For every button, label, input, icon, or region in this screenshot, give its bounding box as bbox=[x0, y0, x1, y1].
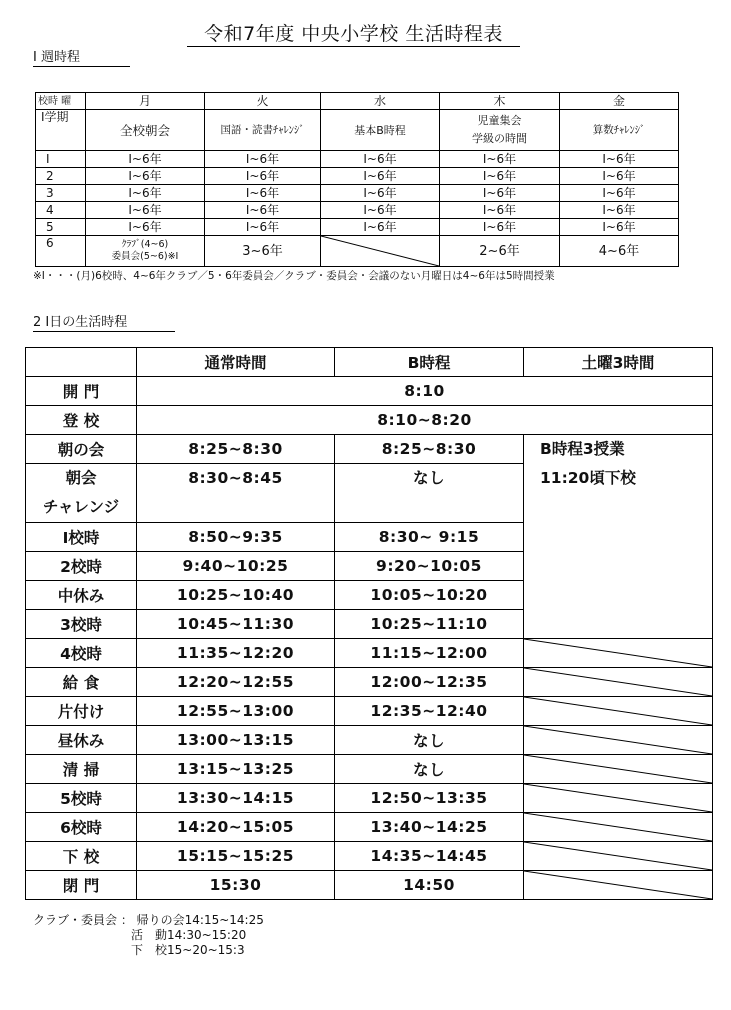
cell: Ⅰ~6年 bbox=[205, 219, 321, 236]
period-label: 6 bbox=[36, 236, 86, 267]
b-time: 12:50~13:35 bbox=[335, 784, 524, 813]
diagonal-line bbox=[524, 697, 712, 725]
saturday-note bbox=[524, 435, 713, 639]
term-activity-thu-line1: 児童集会 bbox=[477, 114, 522, 127]
header-normal: 通常時間 bbox=[137, 348, 335, 377]
b-time: 10:25~11:10 bbox=[335, 610, 524, 639]
cell: Ⅰ~6年 bbox=[560, 151, 679, 168]
saturday-note-line1: B時程3授業 bbox=[540, 440, 625, 458]
note-line2: 活 動14:30~15:20 bbox=[131, 928, 247, 942]
table-row bbox=[26, 784, 713, 813]
cell: Ⅰ~6年 bbox=[440, 151, 560, 168]
term-activity-wed: 基本B時程 bbox=[321, 110, 440, 151]
normal-time: 13:30~14:15 bbox=[137, 784, 335, 813]
normal-time: 10:25~10:40 bbox=[137, 581, 335, 610]
day-header-wed: 水 bbox=[321, 93, 440, 110]
day-header-thu: 木 bbox=[440, 93, 560, 110]
diagonal-line bbox=[524, 871, 712, 899]
diagonal-line bbox=[524, 639, 712, 667]
saturday-empty-cell bbox=[524, 813, 713, 842]
b-time: 8:30~ 9:15 bbox=[335, 523, 524, 552]
period-label: 2 bbox=[36, 168, 86, 185]
cell: Ⅰ~6年 bbox=[321, 185, 440, 202]
normal-time: 10:45~11:30 bbox=[137, 610, 335, 639]
term-activity-fri: 算数ﾁｬﾚﾝｼﾞ bbox=[560, 110, 679, 151]
b-time: 8:25~8:30 bbox=[335, 435, 524, 464]
row-label: Ⅰ校時 bbox=[26, 523, 137, 552]
row-label: 片付け bbox=[26, 697, 137, 726]
table-row bbox=[26, 813, 713, 842]
table-row bbox=[26, 697, 713, 726]
normal-time: 8:50~9:35 bbox=[137, 523, 335, 552]
header-empty bbox=[26, 348, 137, 377]
cell: Ⅰ~6年 bbox=[560, 219, 679, 236]
normal-time: 13:00~13:15 bbox=[137, 726, 335, 755]
cell: Ⅰ~6年 bbox=[321, 168, 440, 185]
cell: Ⅰ~6年 bbox=[560, 202, 679, 219]
cell-mon-period6 bbox=[86, 236, 205, 267]
b-time: 12:00~12:35 bbox=[335, 668, 524, 697]
saturday-empty-cell bbox=[524, 842, 713, 871]
row-label: 給 食 bbox=[26, 668, 137, 697]
table-row bbox=[26, 871, 713, 900]
cell: Ⅰ~6年 bbox=[440, 185, 560, 202]
diagonal-line bbox=[524, 755, 712, 783]
b-time: なし bbox=[335, 755, 524, 784]
section-heading-weekly: Ⅰ 週時程 bbox=[33, 49, 130, 67]
row-label: 昼休み bbox=[26, 726, 137, 755]
normal-time: 15:15~15:25 bbox=[137, 842, 335, 871]
normal-time: 15:30 bbox=[137, 871, 335, 900]
weekly-note: ※Ⅰ・・・(月)6校時、4~6年クラブ／5・6年委員会／クラブ・委員会・会議のない月曜日は4~6年は5時間授業 bbox=[33, 270, 555, 282]
table-row bbox=[26, 755, 713, 784]
cell: 4~6年 bbox=[560, 236, 679, 267]
table-row bbox=[26, 726, 713, 755]
saturday-empty-cell bbox=[524, 697, 713, 726]
cell: Ⅰ~6年 bbox=[86, 185, 205, 202]
saturday-empty-cell bbox=[524, 726, 713, 755]
table-row bbox=[26, 406, 713, 435]
cell: Ⅰ~6年 bbox=[86, 151, 205, 168]
day-header-mon: 月 bbox=[86, 93, 205, 110]
b-time: 12:35~12:40 bbox=[335, 697, 524, 726]
diagonal-line bbox=[524, 668, 712, 696]
row-value: 8:10 bbox=[137, 377, 713, 406]
cell: Ⅰ~6年 bbox=[86, 219, 205, 236]
table-row bbox=[36, 168, 679, 185]
row-label bbox=[26, 464, 137, 523]
note-line1: クラブ・委員会 ： 帰りの会14:15~14:25 bbox=[33, 913, 264, 927]
row-label: 下 校 bbox=[26, 842, 137, 871]
table-row bbox=[36, 202, 679, 219]
saturday-empty-cell bbox=[524, 871, 713, 900]
normal-time: 13:15~13:25 bbox=[137, 755, 335, 784]
row-label: 6校時 bbox=[26, 813, 137, 842]
period-label: 5 bbox=[36, 219, 86, 236]
table-row bbox=[26, 842, 713, 871]
row-label-line2: チャレンジ bbox=[42, 498, 120, 516]
b-time: 13:40~14:25 bbox=[335, 813, 524, 842]
term-activity-thu-line2: 学級の時間 bbox=[472, 132, 527, 145]
b-time: 11:15~12:00 bbox=[335, 639, 524, 668]
cell: Ⅰ~6年 bbox=[440, 202, 560, 219]
row-label-line1: 朝会 bbox=[65, 469, 97, 487]
day-header-tue: 火 bbox=[205, 93, 321, 110]
table-row bbox=[36, 219, 679, 236]
b-time: なし bbox=[335, 464, 524, 523]
row-label: 5校時 bbox=[26, 784, 137, 813]
row-label: 登 校 bbox=[26, 406, 137, 435]
row-label: 3校時 bbox=[26, 610, 137, 639]
empty-cell-diagonal bbox=[321, 236, 440, 267]
cell: Ⅰ~6年 bbox=[440, 219, 560, 236]
row-label: 清 掃 bbox=[26, 755, 137, 784]
normal-time: 12:20~12:55 bbox=[137, 668, 335, 697]
cell: Ⅰ~6年 bbox=[205, 185, 321, 202]
term-activity-tue: 国語・読書ﾁｬﾚﾝｼﾞ bbox=[205, 110, 321, 151]
row-value: 8:10~8:20 bbox=[137, 406, 713, 435]
note-line3: 下 校15~20~15:3 bbox=[131, 943, 245, 957]
table-header-row bbox=[26, 348, 713, 377]
cell: 3~6年 bbox=[205, 236, 321, 267]
table-row bbox=[26, 668, 713, 697]
cell: Ⅰ~6年 bbox=[440, 168, 560, 185]
row-label: 開 門 bbox=[26, 377, 137, 406]
page-title: 令和7年度 中央小学校 生活時程表 bbox=[187, 22, 520, 47]
diagonal-line bbox=[524, 813, 712, 841]
period-label: Ⅰ bbox=[36, 151, 86, 168]
table-row-period6 bbox=[36, 236, 679, 267]
b-time: 9:20~10:05 bbox=[335, 552, 524, 581]
cell: Ⅰ~6年 bbox=[560, 185, 679, 202]
table-row bbox=[36, 185, 679, 202]
normal-time: 8:30~8:45 bbox=[137, 464, 335, 523]
row-label: 閉 門 bbox=[26, 871, 137, 900]
normal-time: 12:55~13:00 bbox=[137, 697, 335, 726]
b-time: なし bbox=[335, 726, 524, 755]
saturday-empty-cell bbox=[524, 755, 713, 784]
cell: 2~6年 bbox=[440, 236, 560, 267]
normal-time: 11:35~12:20 bbox=[137, 639, 335, 668]
table-row bbox=[26, 639, 713, 668]
cell: Ⅰ~6年 bbox=[86, 202, 205, 219]
diagonal-line bbox=[321, 236, 439, 266]
saturday-empty-cell bbox=[524, 639, 713, 668]
header-b-schedule: B時程 bbox=[335, 348, 524, 377]
normal-time: 8:25~8:30 bbox=[137, 435, 335, 464]
table-row bbox=[26, 377, 713, 406]
row-label: 朝の会 bbox=[26, 435, 137, 464]
row-label: 4校時 bbox=[26, 639, 137, 668]
period-label: 3 bbox=[36, 185, 86, 202]
club-text: ｸﾗﾌﾞ(4~6) bbox=[121, 239, 169, 250]
row-label: 2校時 bbox=[26, 552, 137, 581]
cell: Ⅰ~6年 bbox=[205, 168, 321, 185]
header-saturday: 土曜3時間 bbox=[524, 348, 713, 377]
term-activity-mon: 全校朝会 bbox=[86, 110, 205, 151]
saturday-empty-cell bbox=[524, 668, 713, 697]
row-label: 中休み bbox=[26, 581, 137, 610]
committee-text: 委員会(5~6)※Ⅰ bbox=[111, 251, 179, 262]
table-row bbox=[26, 435, 713, 464]
term-label: Ⅰ学期 bbox=[36, 110, 86, 151]
period-label: 4 bbox=[36, 202, 86, 219]
cell: Ⅰ~6年 bbox=[321, 151, 440, 168]
day-header-fri: 金 bbox=[560, 93, 679, 110]
cell: Ⅰ~6年 bbox=[560, 168, 679, 185]
section-heading-daily: 2 Ⅰ日の生活時程 bbox=[33, 314, 175, 332]
weekly-schedule-table bbox=[35, 92, 679, 267]
b-time: 14:50 bbox=[335, 871, 524, 900]
b-time: 10:05~10:20 bbox=[335, 581, 524, 610]
saturday-empty-cell bbox=[524, 784, 713, 813]
term-row bbox=[36, 110, 679, 151]
table-header-row bbox=[36, 93, 679, 110]
diagonal-line bbox=[524, 784, 712, 812]
diagonal-line bbox=[524, 842, 712, 870]
normal-time: 14:20~15:05 bbox=[137, 813, 335, 842]
club-committee-note bbox=[33, 913, 264, 958]
table-row bbox=[36, 151, 679, 168]
saturday-note-line2: 11:20頃下校 bbox=[540, 469, 636, 487]
corner-label: 校時 曜 bbox=[36, 93, 86, 110]
cell: Ⅰ~6年 bbox=[321, 202, 440, 219]
cell: Ⅰ~6年 bbox=[205, 202, 321, 219]
daily-schedule-table bbox=[25, 347, 713, 900]
diagonal-line bbox=[524, 726, 712, 754]
b-time: 14:35~14:45 bbox=[335, 842, 524, 871]
normal-time: 9:40~10:25 bbox=[137, 552, 335, 581]
term-activity-thu bbox=[440, 110, 560, 151]
cell: Ⅰ~6年 bbox=[205, 151, 321, 168]
cell: Ⅰ~6年 bbox=[86, 168, 205, 185]
cell: Ⅰ~6年 bbox=[321, 219, 440, 236]
